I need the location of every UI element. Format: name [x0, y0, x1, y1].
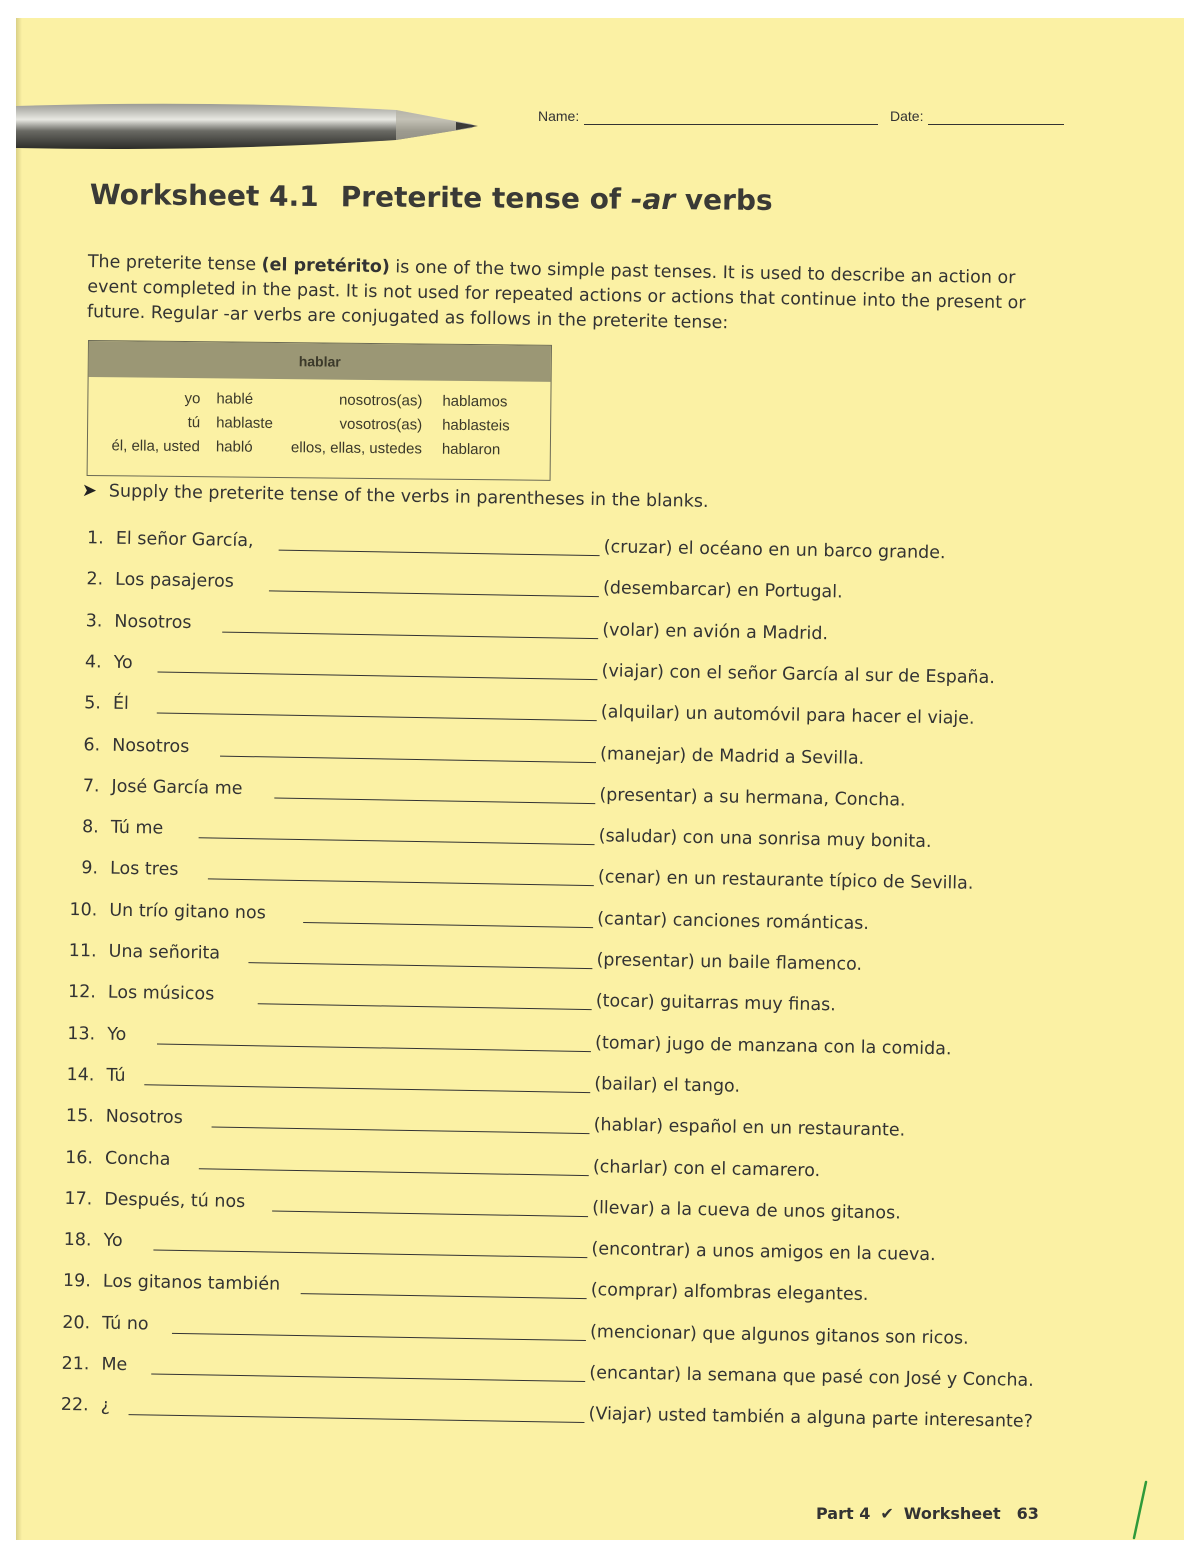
answer-blank[interactable]: [274, 797, 595, 804]
date-label: Date:: [890, 108, 924, 124]
date-line[interactable]: [928, 124, 1064, 125]
answer-blank[interactable]: [258, 1004, 592, 1011]
conjugation-verb: hablar: [89, 341, 551, 382]
exercise-verb-prompt: (comprar) alfombras elegantes.: [590, 1280, 869, 1306]
exercise-number: 8.: [81, 817, 99, 838]
exercise-subject: Él: [112, 693, 130, 715]
exercise-verb-prompt: (charlar) con el camarero.: [592, 1156, 821, 1181]
exercise-item: [66, 982, 1066, 1029]
exercise-number: 7.: [82, 775, 100, 797]
name-line[interactable]: [584, 124, 878, 125]
exercise-item: [61, 1271, 1061, 1318]
exercise-verb-prompt: (presentar) un baile flamenco.: [596, 950, 863, 975]
exercise-subject: Nosotros: [105, 1106, 184, 1129]
exercise-number: 22.: [60, 1395, 89, 1416]
exercise-verb-prompt: (manejar) de Madrid a Sevilla.: [599, 743, 865, 769]
exercise-verb-prompt: (tomar) jugo de manzana con la comida.: [594, 1032, 952, 1059]
exercise-item: [63, 1106, 1063, 1153]
exercise-number: 21.: [61, 1353, 90, 1375]
answer-blank[interactable]: [153, 1250, 587, 1259]
worksheet-page: [16, 18, 1184, 1540]
conjugation-row: él, ella, usted habló ellos, ellas, ustedes hablaron: [111, 437, 501, 459]
worksheet-number: Worksheet 4.1: [89, 178, 319, 213]
exercise-item: [73, 569, 1073, 616]
answer-blank[interactable]: [222, 631, 598, 639]
exercise-verb-prompt: (tocar) guitarras muy finas.: [595, 991, 837, 1016]
exercise-verb-prompt: (saludar) con una sonrisa muy bonita.: [598, 826, 932, 853]
exercise-subject: Yo: [103, 1230, 123, 1252]
answer-blank[interactable]: [157, 1043, 591, 1052]
exercise-subject: Tú no: [101, 1313, 149, 1335]
exercise-subject: Yo: [106, 1024, 127, 1045]
exercise-subject: Tú: [106, 1065, 126, 1086]
conjugation-table: [87, 340, 552, 481]
exercise-subject: Los músicos: [107, 982, 215, 1005]
exercise-number: 19.: [62, 1271, 92, 1292]
conjugation-body: [88, 377, 551, 478]
page-edge-shadow: [16, 18, 22, 1540]
exercise-item: [68, 817, 1068, 864]
answer-blank[interactable]: [279, 550, 600, 557]
exercise-subject: Nosotros: [114, 611, 192, 633]
exercise-subject: José García me: [111, 776, 243, 799]
exercise-item: [73, 528, 1073, 575]
exercise-number: 2.: [86, 569, 104, 590]
exercise-subject: Nosotros: [112, 735, 190, 757]
exercise-item: [61, 1230, 1061, 1277]
exercise-number: 13.: [67, 1023, 96, 1045]
exercise-subject: Un trío gitano nos: [109, 900, 266, 924]
exercise-item: [68, 858, 1068, 905]
exercise-subject: Me: [101, 1354, 128, 1376]
answer-blank[interactable]: [301, 1293, 587, 1299]
exercise-verb-prompt: (cenar) en un restaurante típico de Sevilla.: [597, 867, 974, 895]
exercise-number: 5.: [84, 693, 102, 714]
exercise-subject: Después, tú nos: [104, 1189, 246, 1212]
title-text: Preterite tense of -ar verbs: [340, 180, 773, 217]
exercise-item: [71, 652, 1071, 699]
exercise-number: 3.: [85, 610, 103, 632]
exercise-number: 9.: [81, 858, 99, 879]
exercise-subject: ¿: [100, 1395, 111, 1417]
exercise-number: 12.: [67, 982, 97, 1003]
exercise-verb-prompt: (bailar) el tango.: [594, 1074, 741, 1097]
page-number: 63: [1016, 1504, 1039, 1523]
pencil-illustration: [16, 96, 486, 156]
exercise-item: [63, 1147, 1063, 1194]
name-label: Name:: [538, 108, 580, 124]
exercise-item: [62, 1189, 1062, 1236]
exercise-list: [58, 528, 1074, 1465]
exercise-item: [70, 734, 1070, 781]
footer-part: Part 4: [816, 1504, 871, 1523]
check-icon: ✔: [880, 1504, 894, 1523]
exercise-item: [72, 611, 1072, 658]
exercise-number: 10.: [69, 899, 98, 921]
exercise-verb-prompt: (cruzar) el océano en un barco grande.: [603, 537, 946, 564]
exercise-verb-prompt: (viajar) con el señor García al sur de España.: [601, 661, 996, 688]
answer-blank[interactable]: [151, 1373, 585, 1382]
exercise-subject: Los pasajeros: [114, 570, 235, 593]
exercise-number: 11.: [68, 940, 97, 962]
exercise-item: [60, 1313, 1060, 1360]
arrow-icon: ➤: [81, 480, 98, 502]
answer-blank[interactable]: [220, 755, 596, 763]
footer-label: Worksheet: [903, 1504, 1001, 1523]
exercise-verb-prompt: (encantar) la semana que pasé con José y Concha.: [589, 1363, 1034, 1391]
answer-blank[interactable]: [199, 1168, 589, 1176]
name-date-fields: [536, 108, 1096, 138]
exercise-subject: Yo: [113, 652, 133, 673]
answer-blank[interactable]: [129, 1414, 585, 1423]
answer-blank[interactable]: [157, 713, 597, 722]
page-footer: [816, 1504, 1136, 1523]
exercise-verb-prompt: (Viajar) usted también a alguna parte interesante?: [588, 1404, 1034, 1433]
exercise-verb-prompt: (encontrar) a unos amigos en la cueva.: [591, 1239, 936, 1266]
instruction: [82, 480, 982, 517]
answer-blank[interactable]: [248, 962, 592, 969]
exercise-number: 14.: [66, 1064, 95, 1086]
exercise-item: [66, 941, 1066, 988]
exercise-number: 17.: [64, 1188, 93, 1210]
exercise-verb-prompt: (desembarcar) en Portugal.: [602, 578, 843, 603]
exercise-number: 6.: [83, 734, 101, 755]
exercise-number: 16.: [64, 1147, 94, 1168]
exercise-item: [65, 1024, 1065, 1071]
exercise-verb-prompt: (volar) en avión a Madrid.: [602, 619, 829, 644]
conjugation-row: tú hablaste vosotros(as) hablasteis: [187, 414, 510, 435]
intro-paragraph: The preterite tense (el pretérito) is one of the two simple past tenses. It is used to describe an action or event completed in the past. It is not used for repeated actions or actions that continue into the present or future. Regular -ar verbs are conjugated as follows in the preterite tense:: [86, 251, 1026, 334]
exercise-subject: Los gitanos también: [102, 1272, 281, 1296]
exercise-item: [67, 900, 1067, 947]
exercise-item: [58, 1395, 1058, 1442]
instruction-text: Supply the preterite tense of the verbs in parentheses in the blanks.: [108, 481, 709, 512]
answer-blank[interactable]: [269, 591, 599, 598]
exercise-number: 18.: [63, 1230, 92, 1251]
exercise-subject: El señor García,: [115, 528, 254, 552]
exercise-subject: Concha: [104, 1148, 171, 1170]
exercise-item: [69, 776, 1069, 823]
answer-blank[interactable]: [272, 1210, 588, 1217]
exercise-item: [64, 1065, 1064, 1112]
answer-blank[interactable]: [303, 922, 593, 928]
exercise-subject: Una señorita: [108, 941, 221, 964]
exercise-number: 15.: [65, 1106, 94, 1127]
exercise-verb-prompt: (presentar) a su hermana, Concha.: [599, 785, 906, 811]
answer-blank[interactable]: [199, 837, 595, 845]
exercise-verb-prompt: (hablar) español en un restaurante.: [593, 1115, 906, 1141]
exercise-number: 20.: [62, 1312, 91, 1334]
exercise-verb-prompt: (cantar) canciones románticas.: [597, 908, 870, 934]
exercise-number: 1.: [86, 528, 104, 549]
exercise-verb-prompt: (llevar) a la cueva de unos gitanos.: [592, 1197, 901, 1224]
exercise-subject: Los tres: [109, 859, 179, 881]
exercise-verb-prompt: (alquilar) un automóvil para hacer el viaje.: [600, 702, 975, 729]
exercise-item: [59, 1354, 1059, 1401]
answer-blank[interactable]: [208, 879, 594, 887]
conjugation-row: yo hablé nosotros(as) hablamos: [184, 390, 508, 411]
page-title: [90, 178, 1090, 220]
answer-blank[interactable]: [212, 1127, 590, 1135]
exercise-item: [71, 693, 1071, 740]
exercise-number: 4.: [84, 652, 102, 673]
answer-blank[interactable]: [144, 1084, 590, 1093]
exercise-subject: Tú me: [110, 817, 164, 839]
answer-blank[interactable]: [172, 1333, 586, 1341]
green-pen-mark: [1130, 1480, 1150, 1540]
exercise-verb-prompt: (mencionar) que algunos gitanos son ricos.: [589, 1321, 969, 1349]
answer-blank[interactable]: [157, 671, 597, 680]
